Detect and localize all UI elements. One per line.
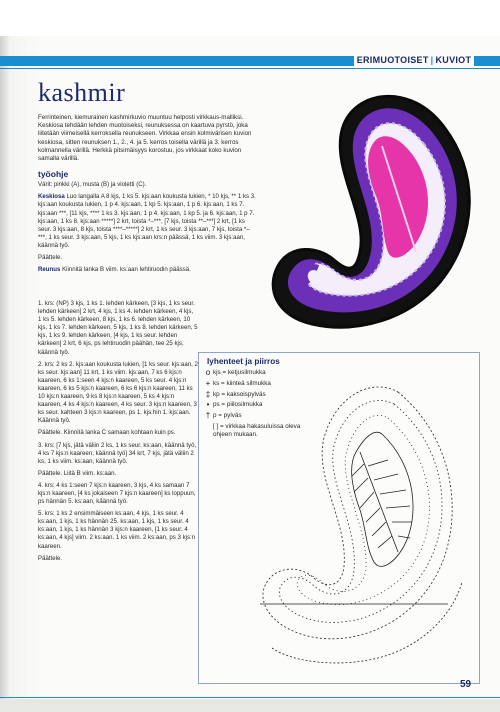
footer-line: [0, 697, 500, 698]
round-instructions: [38, 300, 198, 567]
section-label: [354, 52, 474, 68]
legend-item-ps: • ps = piilosilmukka: [203, 401, 303, 409]
legend-item-kp: ‡ kp = kaksoispylväs: [203, 391, 303, 399]
scan-bottom-margin: [0, 699, 500, 712]
double-crochet-icon: ‡: [205, 389, 211, 399]
paisley-photo: [264, 76, 484, 346]
legend-item-p: † p = pylväs: [203, 412, 303, 420]
round-note-2: Päättele. Liitä B viim. ks:aan.: [38, 469, 117, 477]
round-note-1: Päättele. Kiinnitä lanka C samaan kohtaan kuin ps.: [38, 429, 176, 437]
section-separator: |: [430, 55, 434, 65]
page-title: kashmir: [38, 78, 126, 107]
crochet-chart: [248, 382, 473, 682]
round-end: Päättele.: [38, 554, 63, 562]
treble-icon: †: [205, 411, 211, 421]
slip-stitch-icon: •: [206, 400, 210, 410]
section-label-2: KUVIOT: [435, 55, 472, 65]
legend-item-brackets: [ ] = virkkaa hakasuluissa oleva ohjeen mukaan.: [213, 422, 301, 438]
oval-chain-icon: o: [205, 368, 211, 377]
round-4: 4. krs: 4 ks 1:seen 7 kjs:n kaareen, 3 kjs, 4 ks samaan 7 kjs:n kaareen, [4 ks jokaiseen 7 kjs:n kaareen] ks loppuun, ps hännän 5. ks:aan, käännä työ.: [38, 481, 196, 506]
border-text: Kiinnitä lanka B viim. ks:aan lehtiruodin päässä.: [62, 266, 191, 274]
instructions-heading: työohje: [38, 169, 69, 180]
legend-item-kjs: o kjs = ketjusilmukka: [203, 369, 303, 377]
border-paragraph: [38, 266, 256, 274]
page-number: 59: [460, 679, 472, 690]
center-text: Luo langalla A 8 kjs, 1 ks 5. kjs:aan koukusta lukien, * 10 kjs, ** 1 ks 3. kjs:aan koukusta lukien, 1 p 4. kjs:aan, 1 kp 5. kjs:aan, 1 p 6. kjs:aan, 1 ks 7. kjs:aan ***, [11 kjs, **** 1 ks 3. kjs:aan, 1 p 4. kjs:aan, 1 kp 5. ja 6. kjs:aan, 1 p 7. kjs:aan, 1 ks 8. kjs:aan *****] 2 krt, toista *–***, [7 kjs, toista **–***] 2 krt, [1 ks seur. 3 kjs:aan, 8 kjs, toista ****–*****] 2 krt, 1 ks seur. 3 kjs:aan, 7 kjs, toista *–***, 1 ks seur. 3 kjs:aan, 5 kjs, 1 ks kjs:aan krs:n päässä, 1 ks viim. 3 kjs:aan, käännä työ.: [38, 193, 256, 249]
round-1: 1. krs: (NP) 3 kjs, 1 ks 1. lehden kärkeen, [3 kjs, 1 ks seur. lehden kärkeen] 2 krt, 4 kjs, 1 ks 4. lehden kärkeen, 4 kjs, 1 ks 5. lehden kärkeen, 8 kjs, 1 ks 6. lehden kärkeen, 10 kjs, 1 ks 7. lehden kärkeen, 5 kjs, 1 ks 8. lehden kärkeen, 5 kjs, 1 ks 9. lehden kärkeen, [4 kjs, 1 ks seur. lehden kärkeen] 2 krt, 6 kjs, ps lehtiruodin päähän, tee 25 kjs, käännä työ.: [38, 300, 198, 356]
legend-item-ks: + ks = kiinteä silmukka: [203, 380, 303, 388]
intro-text: Ferrinteinen, kiemurainen kashmirkuvio muuntuu helposti virkkaus-malliksi. Keskiosa tehdään lehden muotoiseksi, reunuksessa on kaartuva pyrstö, joka liitetään viimeisellä kerroksella reunukseen. Virkkaa ensin kolmivärisen kuvion keskiosa, sitten reunuksen 1., 2., 4. ja 5. kerros toisella värillä ja 3. kerros kolmannella värillä. Herkkä pitsimäisyys korostuu, jos virkkaat koko kuvion samalla värillä.: [38, 114, 252, 163]
cross-icon: +: [205, 378, 211, 388]
section-label-1: ERIMUOTOISET: [356, 55, 429, 65]
round-2: 2. krs: 2 ks 2. kjs:aan koukusta lukien, [1 ks seur. kjs:aan, 2 ks seur. kjs:aan] 11 krt, 1 ks viim. kjs:aan, 7 ks 6 kjs:n kaareen, 6 ks 1:seen 4 kjs:n kaareen, 5 ks seur. 4 kjs:n kaareen, 6 ks 5 kjs:n kaareen, 6 ks 6 kjs:n kaareen, 11 ks 10 kjs:n kaareen, 9 ks 8 kjs:n kaareen, 5 ks 4 kjs:n kaareen, 4 ks 4 kjs:n kaareen, 4 ks seur. 3 kjs:n kaareen, 3 ks seur. kahteen 3 kjs:n kaareen, ps 1. kjs:hin 1. kjs:aan. Käännä työ.: [38, 360, 198, 425]
border-label: Reunus: [38, 266, 61, 274]
scan-margin: [0, 0, 500, 36]
header-line: [0, 68, 500, 69]
round-5: 5. krs: 1 ks 2 ensimmäiseen ks:aan, 4 kjs, 1 ks seur. 4 ks:aan, 1 kjs, 1 ks hännän 25. ks:aan, 1 kjs, 1 ks seur. 4 ks:aan, 1 kjs, 1 ks hännän 3 kjs:n kaareen, [1 ks seur. 4 ks:aan, 4 kjs] viim. 2 ks:aan, 1 ks viim. 2 ks:aan, ps 3 kjs:n kaareen.: [38, 510, 196, 550]
round-3: 3. krs: [7 kjs, jätä väliin 2 ks, 1 ks seur. ks:aan, käännä työ, 4 ks 7 kjs:n kaareen, käännä työ] 34 krt, 7 kjs, jätä väliin 2 ks, 1 ks viim. ks:aan, käännä työ.: [38, 441, 197, 465]
legend-title: lyhenteet ja piirros: [207, 357, 280, 366]
center-paragraph: [38, 193, 256, 250]
colors-line: Värit: pinkki (A), musta (B) ja violetti (C).: [38, 181, 147, 189]
center-label: Keskiosa: [38, 193, 65, 201]
end-line: Päättele.: [38, 253, 63, 261]
left-column: [38, 78, 256, 278]
